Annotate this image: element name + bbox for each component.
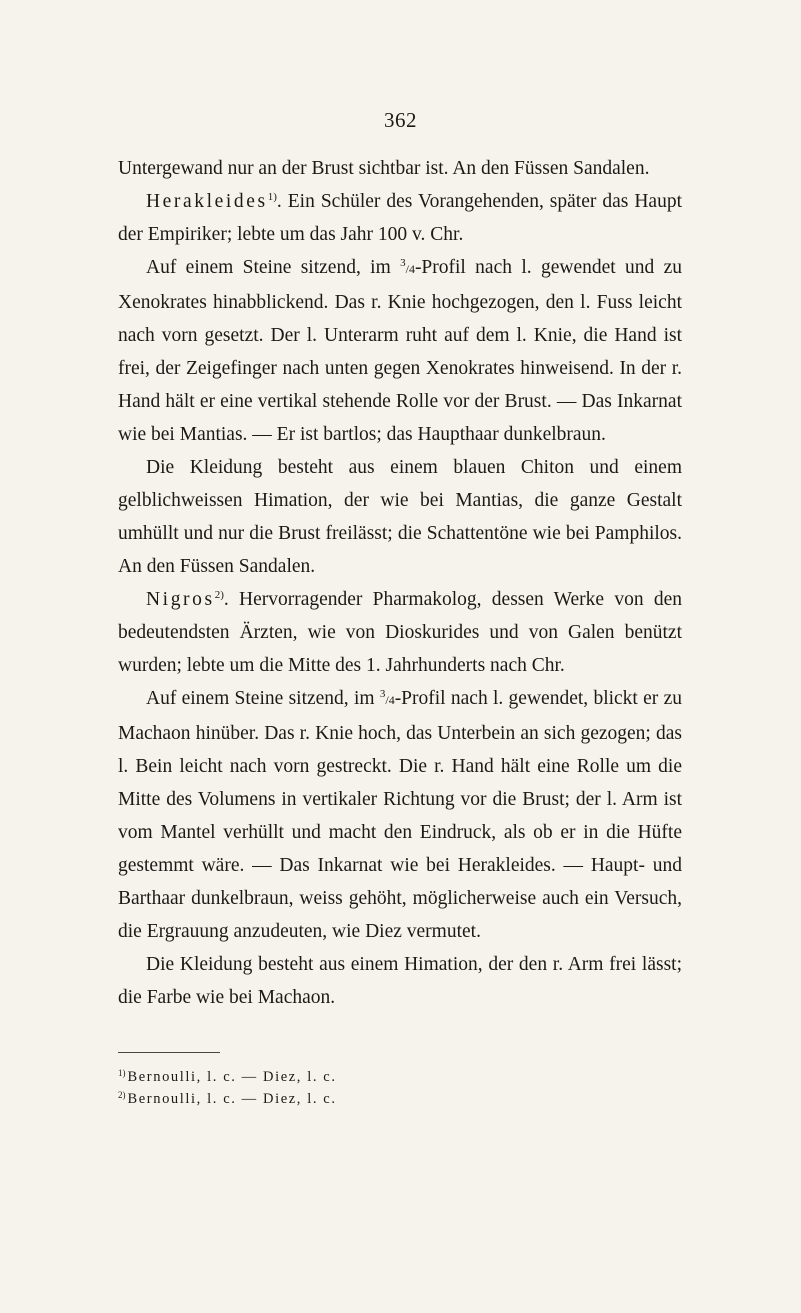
body-text (118, 152, 682, 1014)
paragraph (118, 948, 682, 1014)
entry-name: Herakleides (146, 191, 268, 212)
paragraph-text: Auf einem Steine sitzend, im (146, 257, 401, 278)
paragraph-text: Auf einem Steine sitzend, im (146, 688, 380, 709)
paragraph (118, 185, 682, 251)
entry-name: Nigros (146, 589, 215, 610)
fraction: $^3$/4 (379, 688, 395, 707)
footnotes (118, 1066, 678, 1110)
footnote-text: Bernoulli, l. c. — Diez, l. c. (127, 1069, 337, 1085)
paragraph (118, 583, 682, 682)
footnote-ref: 1) (267, 191, 277, 203)
paragraph-text: Die Kleidung besteht aus einem Himation, der den r. Arm frei lässt; die Farbe wie bei Machaon. (118, 954, 682, 1008)
paragraph (118, 451, 682, 583)
paragraph-text: Untergewand nur an der Brust sichtbar ist. An den Füssen Sandalen. (118, 158, 650, 179)
paragraph (118, 152, 682, 185)
footnote (118, 1066, 678, 1088)
paragraph-text: -Profil nach l. gewendet und zu Xenokrates hinabblickend. Das r. Knie hochgezogen, den l. Fuss leicht nach vorn gesetzt. Der l. Unterarm ruht auf dem l. Knie, die Hand ist frei, der Zeigefinger nach unten gegen Xenokrates hinweisend. In der r. Hand hält er eine vertikal stehende Rolle vor der Brust. — Das Inkarnat wie bei Mantias. — Er ist bartlos; das Haupthaar dunkelbraun. (118, 257, 682, 445)
footnote-divider (118, 1052, 220, 1053)
paragraph (118, 251, 682, 451)
footnote-text: Bernoulli, l. c. — Diez, l. c. (127, 1091, 337, 1107)
paragraph-text: . Ein Schüler des Vorangehenden, später das Haupt der Empiriker; lebte um das Jahr 100 v. Chr. (118, 191, 682, 245)
fraction: $^3$/4 (400, 257, 415, 276)
paragraph-text: Die Kleidung besteht aus einem blauen Chiton und einem gelblichweissen Himation, der wie bei Mantias, die ganze Gestalt umhüllt und nur die Brust freilässt; die Schattentöne wie bei Pamphilos. An den Füssen Sandalen. (118, 457, 682, 577)
footnote-ref: 2) (214, 589, 224, 601)
paragraph-text: -Profil nach l. gewendet, blickt er zu Machaon hinüber. Das r. Knie hoch, das Unterbein an sich gezogen; das l. Bein leicht nach vorn gestreckt. Die r. Hand hält eine Rolle um die Mitte des Volumens in vertikaler Richtung vor die Brust; der l. Arm ist vom Mantel verhüllt und macht den Eindruck, als ob er in die Hüfte gestemmt wäre. — Das Inkarnat wie bei Herakleides. — Haupt- und Barthaar dunkelbraun, weiss gehöht, möglicherweise auch ein Versuch, die Ergrauung anzudeuten, wie Diez vermutet. (118, 688, 682, 942)
page-number: 362 (384, 108, 417, 132)
footnote-mark: 1) (118, 1068, 126, 1078)
paragraph (118, 682, 682, 948)
footnote-mark: 2) (118, 1090, 126, 1100)
paragraph-text: . Hervorragender Pharmakolog, dessen Werke von den bedeutendsten Ärzten, wie von Dioskurides und von Galen benützt wurden; lebte um die Mitte des 1. Jahrhunderts nach Chr. (118, 589, 682, 676)
footnote (118, 1088, 678, 1110)
